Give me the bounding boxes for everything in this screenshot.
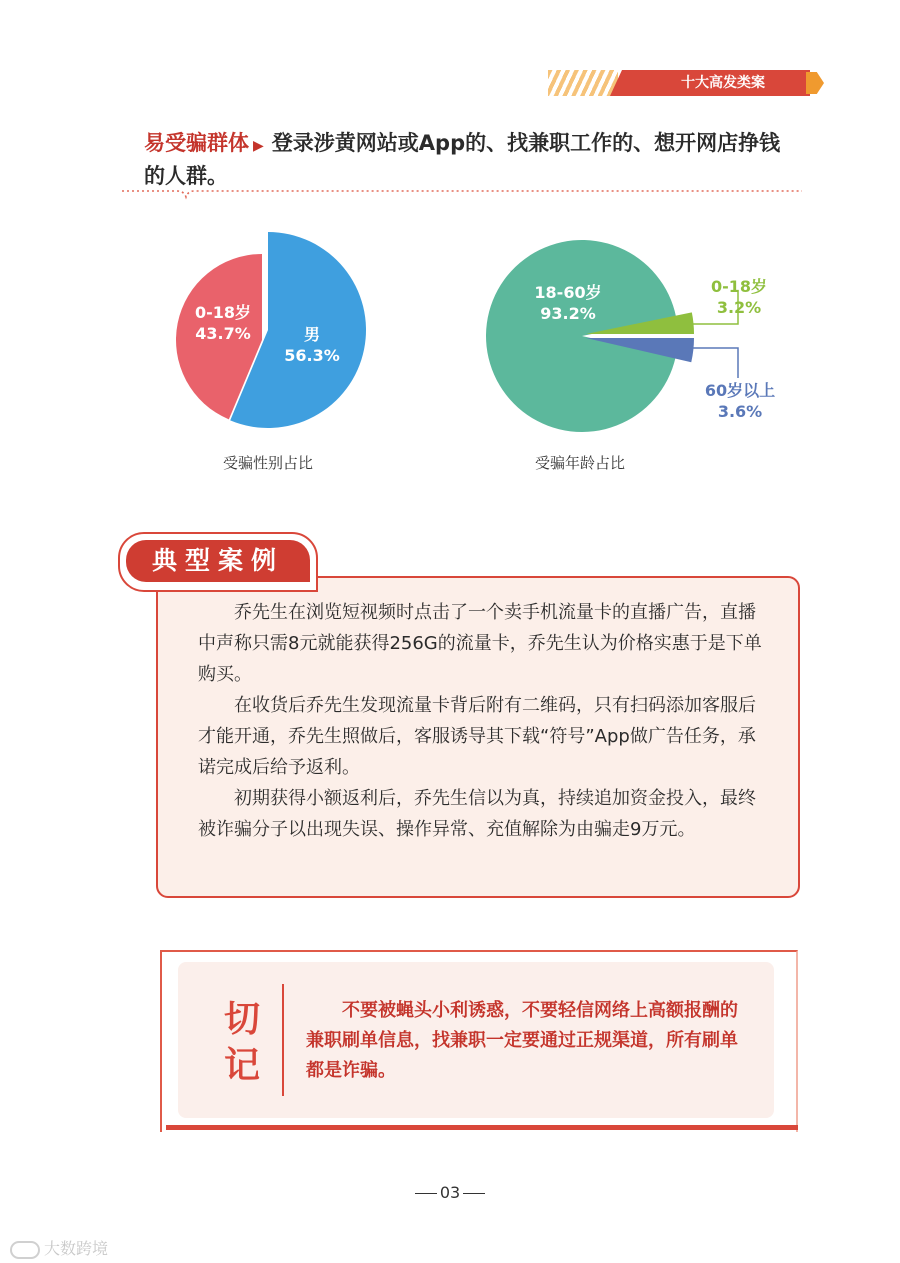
warning-title-line2: 记 <box>223 1044 260 1086</box>
warning-title <box>214 996 270 1088</box>
pie-label-minor <box>694 276 784 318</box>
heading-lead: 易受骗群体 <box>144 131 249 155</box>
warning-bottom-bar <box>166 1125 798 1130</box>
age-pie-caption: 受骗年龄占比 <box>534 454 625 472</box>
vulnerable-group-heading <box>144 128 794 191</box>
watermark-text: 大数跨境 <box>44 1239 109 1258</box>
pie-label-male <box>272 324 352 366</box>
female-value: 43.7% <box>195 324 251 343</box>
senior-label: 60岁以上 <box>704 381 776 400</box>
adult-label: 18-60岁 <box>534 283 602 302</box>
page-number <box>400 1183 500 1202</box>
male-value: 56.3% <box>284 346 340 365</box>
page-dash-left <box>415 1193 437 1194</box>
adult-value: 93.2% <box>540 304 596 323</box>
triangle-icon: ▶ <box>253 138 264 154</box>
section-ribbon <box>548 70 828 96</box>
pie-label-female <box>188 302 258 344</box>
pie-slice-adult <box>486 240 676 432</box>
minor-value: 3.2% <box>716 298 762 317</box>
case-paragraph-3: 初期获得小额返利后，乔先生信以为真，持续追加资金投入，最终被诈骗分子以出现失误、操作异常、充值解除为由骗走9万元。 <box>198 788 756 840</box>
case-title: 典型案例 <box>126 540 310 582</box>
case-paragraph-2: 在收货后乔先生发现流量卡背后附有二维码，只有扫码添加客服后才能开通，乔先生照做后，客服诱导其下载“符号”App做广告任务，承诺完成后给予返利。 <box>198 695 756 778</box>
case-paragraph-1: 乔先生在浏览短视频时点击了一个卖手机流量卡的直播广告，直播中声称只需8元就能获得256G的流量卡，乔先生认为价格实惠于是下单购买。 <box>198 602 762 685</box>
pie-label-adult <box>520 282 616 324</box>
ribbon-label: 十大高发类案 <box>681 75 765 91</box>
watermark <box>10 1236 108 1259</box>
watermark-logo-icon <box>10 1241 40 1259</box>
female-label: 0-18岁 <box>194 303 252 322</box>
ribbon-stripes <box>548 70 618 96</box>
dotted-divider <box>122 189 802 201</box>
case-tab <box>118 532 318 592</box>
heading-text: 登录涉黄网站或App的、找兼职工作的、想开网店挣钱的人群。 <box>144 131 781 188</box>
male-label: 男 <box>303 325 320 344</box>
warning-divider <box>282 984 284 1096</box>
page-dash-right <box>463 1193 485 1194</box>
ribbon-tail <box>806 72 824 94</box>
gender-pie-caption: 受骗性别占比 <box>222 454 313 472</box>
page-number-text: 03 <box>439 1183 461 1202</box>
warning-text: 不要被蝇头小利诱惑，不要轻信网络上高额报酬的兼职刷单信息，找兼职一定要通过正规渠道，所有刷单都是诈骗。 <box>306 1000 738 1081</box>
case-text <box>198 597 768 845</box>
warning-title-line1: 切 <box>223 998 260 1040</box>
minor-label: 0-18岁 <box>710 277 768 296</box>
pie-label-senior <box>690 380 790 422</box>
senior-value: 3.6% <box>717 402 763 421</box>
